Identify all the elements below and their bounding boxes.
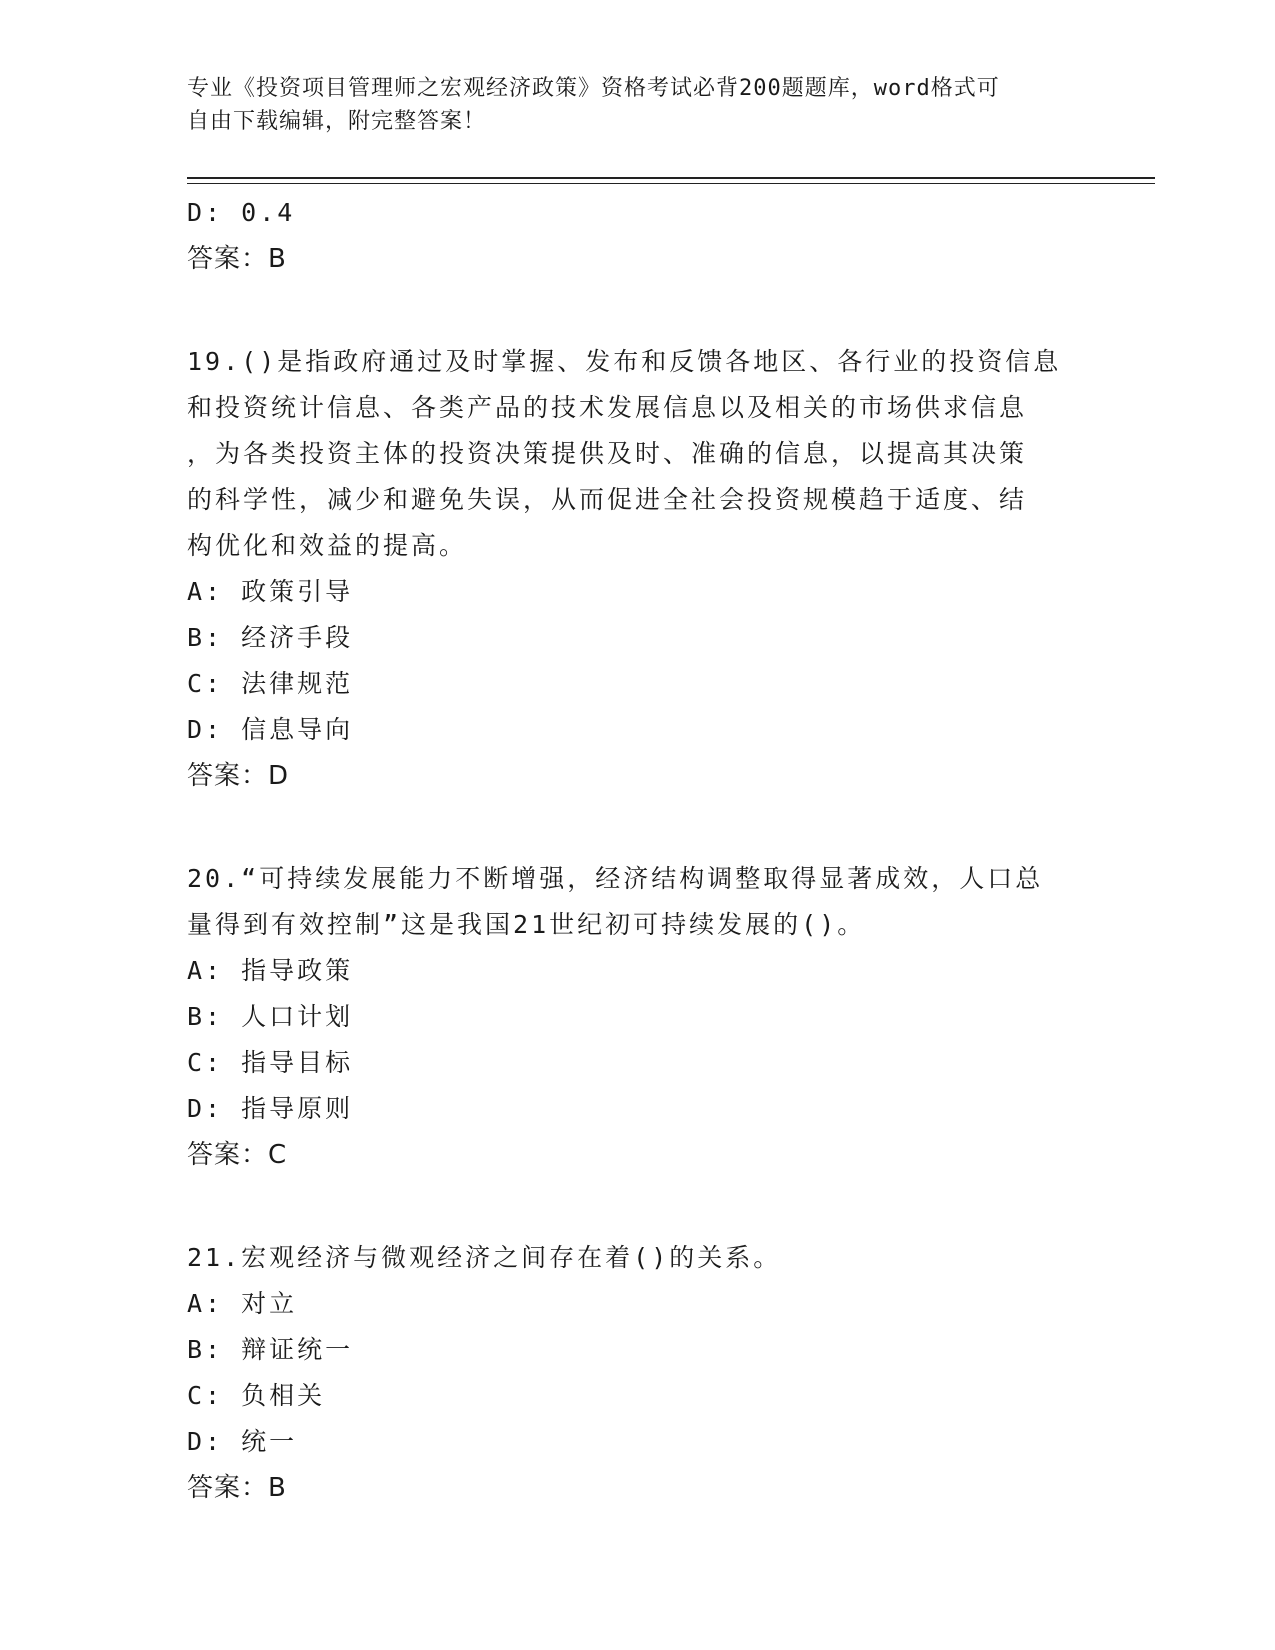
- header-line-2: 自由下载编辑，附完整答案！: [187, 109, 487, 134]
- option-d: D: 指导原则: [187, 1094, 354, 1123]
- option-b: B: 经济手段: [187, 623, 354, 652]
- option-c: C: 指导目标: [187, 1048, 354, 1077]
- question-stem-line: 量得到有效控制”这是我国21世纪初可持续发展的()。: [187, 910, 866, 939]
- option-d: D: 统一: [187, 1427, 298, 1456]
- option-d: D: 0.4: [187, 198, 296, 227]
- option-b: B: 辩证统一: [187, 1335, 354, 1364]
- option-c: C: 法律规范: [187, 669, 354, 698]
- option-a: A: 对立: [187, 1289, 298, 1318]
- answer-line: 答案：C: [187, 1140, 288, 1170]
- spacer: [187, 799, 1087, 856]
- question-21: [187, 1235, 1087, 1511]
- question-stem-line: 20.“可持续发展能力不断增强，经济结构调整取得显著成效，人口总: [187, 864, 1044, 893]
- question-stem-line: 和投资统计信息、各类产品的技术发展信息以及相关的市场供求信息: [187, 393, 1028, 422]
- question-stem-line: 构优化和效益的提高。: [187, 531, 468, 560]
- option-c: C: 负相关: [187, 1381, 326, 1410]
- header-divider-thin: [187, 183, 1155, 184]
- answer-line: 答案：D: [187, 761, 290, 791]
- question-20: [187, 856, 1087, 1178]
- header-line-1: 专业《投资项目管理师之宏观经济政策》资格考试必背200题题库，word格式可: [187, 76, 1000, 101]
- option-a: A: 政策引导: [187, 577, 354, 606]
- answer-line: 答案：B: [187, 244, 287, 274]
- question-stem-line: 19.()是指政府通过及时掌握、发布和反馈各地区、各行业的投资信息: [187, 347, 1062, 376]
- option-a: A: 指导政策: [187, 956, 354, 985]
- spacer: [187, 282, 1087, 339]
- question-19: [187, 339, 1087, 799]
- option-d: D: 信息导向: [187, 715, 354, 744]
- answer-line: 答案：B: [187, 1473, 287, 1503]
- question-stem-line: 的科学性，减少和避免失误，从而促进全社会投资规模趋于适度、结: [187, 485, 1028, 514]
- spacer: [187, 1178, 1087, 1235]
- header-divider-thick: [187, 177, 1155, 179]
- question-stem-line: 21.宏观经济与微观经济之间存在着()的关系。: [187, 1243, 782, 1272]
- question-stem-line: ，为各类投资主体的投资决策提供及时、准确的信息，以提高其决策: [187, 439, 1028, 468]
- document-header: [187, 72, 1077, 138]
- option-b: B: 人口计划: [187, 1002, 354, 1031]
- question-list: [187, 190, 1087, 1511]
